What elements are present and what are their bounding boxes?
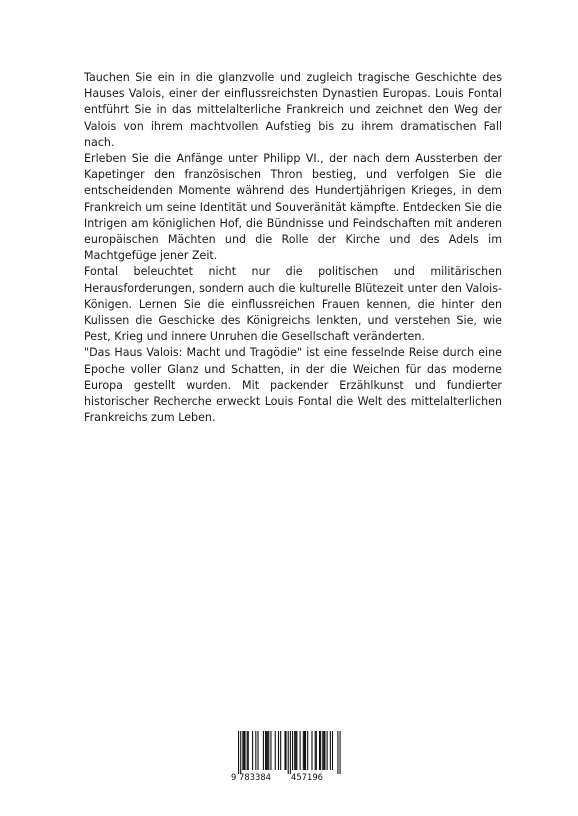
barcode-bar — [295, 731, 296, 770]
barcode-bar — [324, 731, 325, 770]
barcode-bar — [286, 731, 287, 770]
barcode-bar — [303, 731, 304, 770]
barcode-bar — [268, 731, 269, 770]
barcode-digits-left: 783384 — [239, 772, 271, 782]
barcode-bar — [275, 731, 276, 770]
barcode-bar — [315, 731, 316, 770]
barcode-bar — [270, 731, 271, 770]
barcode-bar — [340, 731, 341, 774]
barcode-bar — [266, 731, 267, 770]
barcode-bar — [248, 731, 249, 770]
barcode-bar — [319, 731, 320, 770]
barcode-graphic — [228, 730, 346, 782]
barcode-bar — [280, 731, 281, 770]
barcode-bar — [267, 731, 268, 770]
blurb-paragraph-3: Fontal beleuchtet nicht nur die politischen und militärischen Herausforderungen, sondern auch die kulturelle Blütezeit unter den Valois-Königen. Lernen Sie die einflussreichen Frauen kennen, die hinter den Kulissen die Geschicke des Königreichs lenkten, und verstehen Sie, wie Pest, Krieg und innere Unruhen die Gesellschaft veränderten. — [84, 265, 502, 344]
blurb-paragraph-4: "Das Haus Valois: Macht und Tragödie" ist eine fesselnde Reise durch eine Epoche voller Glanz und Schatten, in der die Weichen für das moderne Europa gestellt wurden. Mit packender Erzählkunst und fundierter historischer Recherche erweckt Louis Fontal die Welt des mittelalterlichen Frankreichs zum Leben. — [84, 346, 502, 425]
blurb-paragraph-1: Tauchen Sie ein in die glanzvolle und zugleich tragische Geschichte des Hauses Valois, einer der einflussreichsten Dynastien Europas. Louis Fontal entführt Sie in das mittelalterliche Frankreich und zeichnet den Weg der Valois von ihrem machtvollen Aufstieg bis zu ihrem dramatischen Fall nach. — [84, 71, 502, 149]
back-cover-blurb — [84, 70, 502, 426]
barcode-bar — [305, 731, 306, 770]
barcode-bar — [288, 731, 289, 774]
barcode-bar — [247, 731, 248, 770]
barcode-bar — [327, 731, 328, 770]
barcode-digit-first: 9 — [231, 772, 237, 782]
barcode-bar — [323, 731, 324, 770]
blurb-paragraph-2: Erleben Sie die Anfänge unter Philipp VI., der nach dem Aussterben der Kapetinger den französischen Thron bestieg, und verfolgen Sie die entscheidenden Momente während des Hundertjährigen Krieges, in dem Frankreich um seine Identität und Souveränität kämpfte. Entdecken Sie die Intrigen am königlichen Hof, die Bündnisse und Feindschaften mit anderen europäischen Mächten und die Rolle der Kirche und des Adels im Machtgefüge jener Zeit. — [84, 152, 502, 263]
barcode-bar — [316, 731, 317, 770]
barcode-bar — [311, 731, 312, 770]
barcode-bars — [238, 731, 341, 774]
isbn-barcode — [228, 730, 346, 782]
barcode-bar — [294, 731, 295, 770]
barcode-bar — [238, 731, 239, 774]
barcode-bar — [252, 731, 253, 770]
barcode-bar — [240, 731, 241, 774]
barcode-bar — [265, 731, 266, 770]
barcode-bar — [242, 731, 243, 770]
barcode-bar — [320, 731, 321, 770]
barcode-bar — [290, 731, 291, 774]
barcode-bar — [304, 731, 305, 770]
barcode-bar — [300, 731, 301, 770]
barcode-digits-right: 457196 — [291, 772, 323, 782]
barcode-bar — [257, 731, 258, 770]
barcode-bar — [322, 731, 323, 770]
barcode-bar — [332, 731, 333, 770]
barcode-bar — [337, 731, 338, 774]
barcode-bar — [330, 731, 331, 770]
barcode-bar — [307, 731, 308, 770]
barcode-bar — [255, 731, 256, 770]
barcode-bar — [292, 731, 293, 770]
barcode-bar — [278, 731, 279, 770]
barcode-bar — [284, 731, 285, 770]
barcode-bar — [243, 731, 244, 770]
barcode-bar — [244, 731, 245, 770]
barcode-bar — [263, 731, 264, 770]
barcode-bar — [296, 731, 297, 770]
